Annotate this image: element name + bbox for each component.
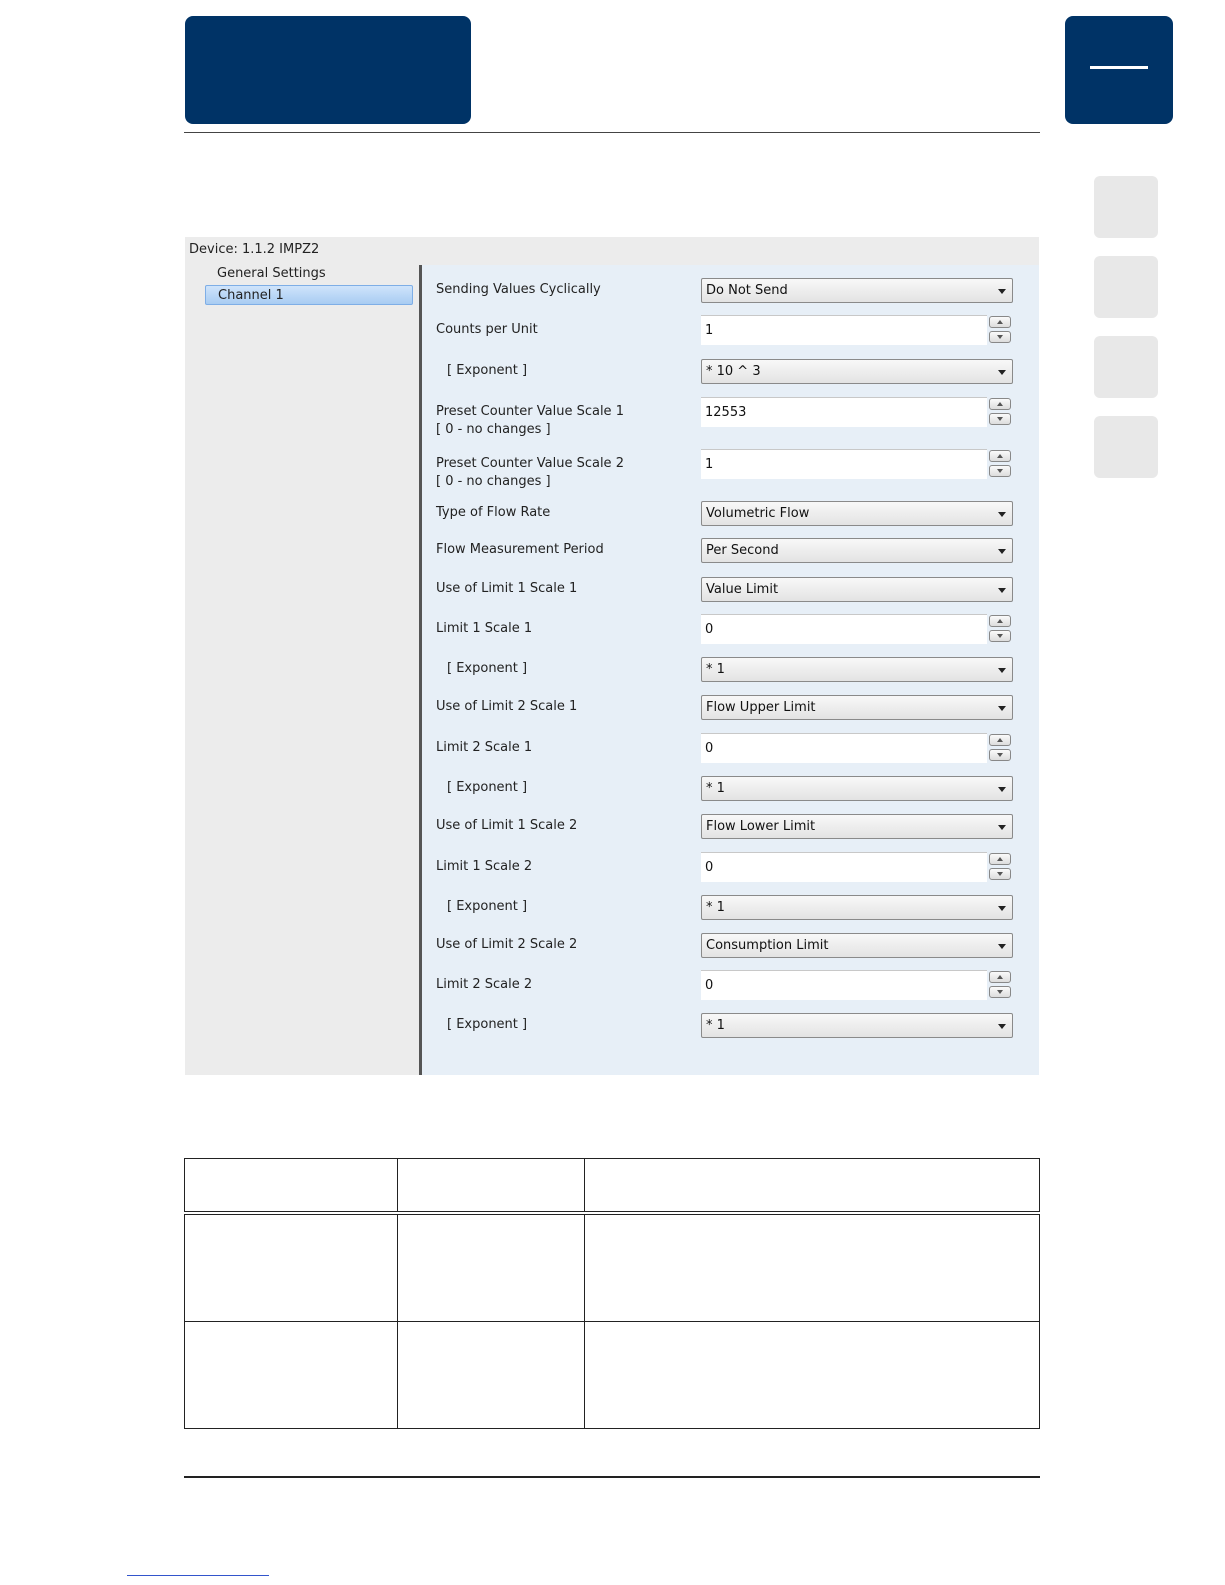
side-nav-button-3[interactable] (1094, 336, 1158, 398)
number-input[interactable] (701, 852, 987, 882)
chevron-down-icon[interactable] (998, 370, 1006, 375)
param-dropdown[interactable] (701, 776, 1013, 801)
spin-up-icon[interactable] (989, 734, 1011, 746)
param-label-text: [ Exponent ] (447, 1017, 528, 1032)
param-label-text: [ Exponent ] (447, 661, 528, 676)
side-nav-button-1[interactable] (1094, 176, 1158, 238)
tree-item-channel-1[interactable]: Channel 1 (205, 285, 413, 305)
param-label (436, 858, 532, 876)
chapter-tab-bar (1090, 66, 1148, 69)
chevron-down-icon[interactable] (998, 512, 1006, 517)
number-value: 0 (705, 741, 714, 756)
parameter-table (184, 1158, 1040, 1429)
param-dropdown[interactable] (701, 657, 1013, 682)
dropdown-value: * 1 (706, 781, 725, 796)
param-dropdown[interactable] (701, 501, 1013, 526)
dropdown-value: Flow Lower Limit (706, 819, 816, 834)
param-label (447, 362, 527, 380)
spin-down-icon[interactable] (989, 868, 1011, 880)
table-header-row (185, 1159, 1040, 1214)
param-label-text: [ Exponent ] (447, 899, 528, 914)
chevron-down-icon[interactable] (998, 944, 1006, 949)
param-label-text: Preset Counter Value Scale 2 (436, 456, 624, 471)
number-value: 1 (705, 323, 714, 338)
param-label-text: Limit 1 Scale 2 (436, 859, 533, 874)
spin-up-icon[interactable] (989, 853, 1011, 865)
param-dropdown[interactable] (701, 538, 1013, 563)
param-label-hint: [ 0 - no changes ] (436, 474, 551, 489)
chevron-down-icon[interactable] (998, 706, 1006, 711)
number-input[interactable] (701, 970, 987, 1000)
param-label-text: Limit 2 Scale 1 (436, 740, 533, 755)
param-label (436, 698, 577, 716)
chevron-down-icon[interactable] (998, 588, 1006, 593)
table-cell (397, 1213, 584, 1322)
number-value: 0 (705, 622, 714, 637)
param-label-text: Use of Limit 2 Scale 2 (436, 937, 578, 952)
dropdown-value: Value Limit (706, 582, 779, 597)
dropdown-value: Per Second (706, 543, 779, 558)
spin-down-icon[interactable] (989, 331, 1011, 343)
param-dropdown[interactable] (701, 895, 1013, 920)
param-label-text: Type of Flow Rate (436, 505, 551, 520)
chevron-down-icon[interactable] (998, 787, 1006, 792)
table-cell (185, 1213, 398, 1322)
table-row (185, 1213, 1040, 1322)
param-number-field (701, 733, 1013, 763)
table-cell (584, 1322, 1039, 1429)
side-nav-button-4[interactable] (1094, 416, 1158, 478)
param-label-text: Preset Counter Value Scale 1 (436, 404, 624, 419)
spin-down-icon[interactable] (989, 630, 1011, 642)
chevron-down-icon[interactable] (998, 549, 1006, 554)
param-label (436, 541, 604, 559)
tree-item-general-settings[interactable]: General Settings (217, 266, 326, 281)
dropdown-value: * 1 (706, 662, 725, 677)
param-label-text: Use of Limit 1 Scale 2 (436, 818, 578, 833)
param-label (436, 455, 624, 491)
chevron-down-icon[interactable] (998, 906, 1006, 911)
spin-up-icon[interactable] (989, 316, 1011, 328)
param-label-text: Limit 1 Scale 1 (436, 621, 533, 636)
spin-up-icon[interactable] (989, 398, 1011, 410)
dropdown-value: Volumetric Flow (706, 506, 810, 521)
param-label-text: Flow Measurement Period (436, 542, 604, 557)
param-label-text: Sending Values Cyclically (436, 282, 601, 297)
device-title: Device: 1.1.2 IMPZ2 (189, 242, 320, 257)
header-divider (184, 132, 1040, 133)
parameter-window (185, 237, 1039, 1075)
table-cell (397, 1322, 584, 1429)
param-label (436, 739, 532, 757)
param-label (436, 403, 624, 439)
param-label-text: Use of Limit 2 Scale 1 (436, 699, 578, 714)
number-value: 12553 (705, 405, 747, 420)
param-number-field (701, 397, 1013, 427)
param-label (436, 620, 532, 638)
parameter-panel (422, 265, 1039, 1075)
dropdown-value: Do Not Send (706, 283, 788, 298)
table-cell (584, 1213, 1039, 1322)
footer-divider (184, 1476, 1040, 1478)
chevron-down-icon[interactable] (998, 1024, 1006, 1029)
param-label-text: Use of Limit 1 Scale 1 (436, 581, 578, 596)
table-header-cell (185, 1159, 398, 1214)
param-number-field (701, 449, 1013, 479)
param-label (447, 660, 527, 678)
footer-link-underline[interactable] (127, 1575, 269, 1576)
param-label-hint: [ 0 - no changes ] (436, 422, 551, 437)
dropdown-value: Consumption Limit (706, 938, 829, 953)
param-dropdown[interactable] (701, 933, 1013, 958)
spin-down-icon[interactable] (989, 413, 1011, 425)
param-number-field (701, 852, 1013, 882)
table-header-cell (397, 1159, 584, 1214)
number-input[interactable] (701, 733, 987, 763)
spin-up-icon[interactable] (989, 450, 1011, 462)
param-dropdown[interactable] (701, 814, 1013, 839)
number-input[interactable] (701, 315, 987, 345)
param-label-text: Limit 2 Scale 2 (436, 977, 533, 992)
param-label (436, 281, 601, 299)
param-label-text: Counts per Unit (436, 322, 538, 337)
param-dropdown[interactable] (701, 278, 1013, 303)
param-label (436, 817, 577, 835)
dropdown-value: * 1 (706, 1018, 725, 1033)
chevron-down-icon[interactable] (998, 289, 1006, 294)
spin-down-icon[interactable] (989, 749, 1011, 761)
header-logo-block (185, 16, 471, 124)
table-header-cell (584, 1159, 1039, 1214)
table-row (185, 1322, 1040, 1429)
param-label (436, 976, 532, 994)
param-number-field (701, 614, 1013, 644)
dropdown-value: * 1 (706, 900, 725, 915)
dropdown-value: * 10 ^ 3 (706, 364, 761, 379)
number-input[interactable] (701, 449, 987, 479)
param-label-text: [ Exponent ] (447, 363, 528, 378)
spin-up-icon[interactable] (989, 971, 1011, 983)
side-nav-button-2[interactable] (1094, 256, 1158, 318)
param-label (436, 321, 538, 339)
chevron-down-icon[interactable] (998, 668, 1006, 673)
param-dropdown[interactable] (701, 359, 1013, 384)
chapter-tab (1065, 16, 1173, 124)
chevron-down-icon[interactable] (998, 825, 1006, 830)
number-input[interactable] (701, 397, 987, 427)
table-cell (185, 1322, 398, 1429)
number-input[interactable] (701, 614, 987, 644)
param-label-text: [ Exponent ] (447, 780, 528, 795)
number-value: 0 (705, 978, 714, 993)
param-label (447, 1016, 527, 1034)
number-value: 1 (705, 457, 714, 472)
spin-down-icon[interactable] (989, 986, 1011, 998)
param-label (436, 580, 577, 598)
spin-up-icon[interactable] (989, 615, 1011, 627)
spin-down-icon[interactable] (989, 465, 1011, 477)
param-label (436, 936, 577, 954)
param-dropdown[interactable] (701, 1013, 1013, 1038)
param-dropdown[interactable] (701, 695, 1013, 720)
param-number-field (701, 315, 1013, 345)
param-label (447, 898, 527, 916)
param-number-field (701, 970, 1013, 1000)
param-label (447, 779, 527, 797)
param-dropdown[interactable] (701, 577, 1013, 602)
dropdown-value: Flow Upper Limit (706, 700, 816, 715)
number-value: 0 (705, 860, 714, 875)
param-label (436, 504, 550, 522)
